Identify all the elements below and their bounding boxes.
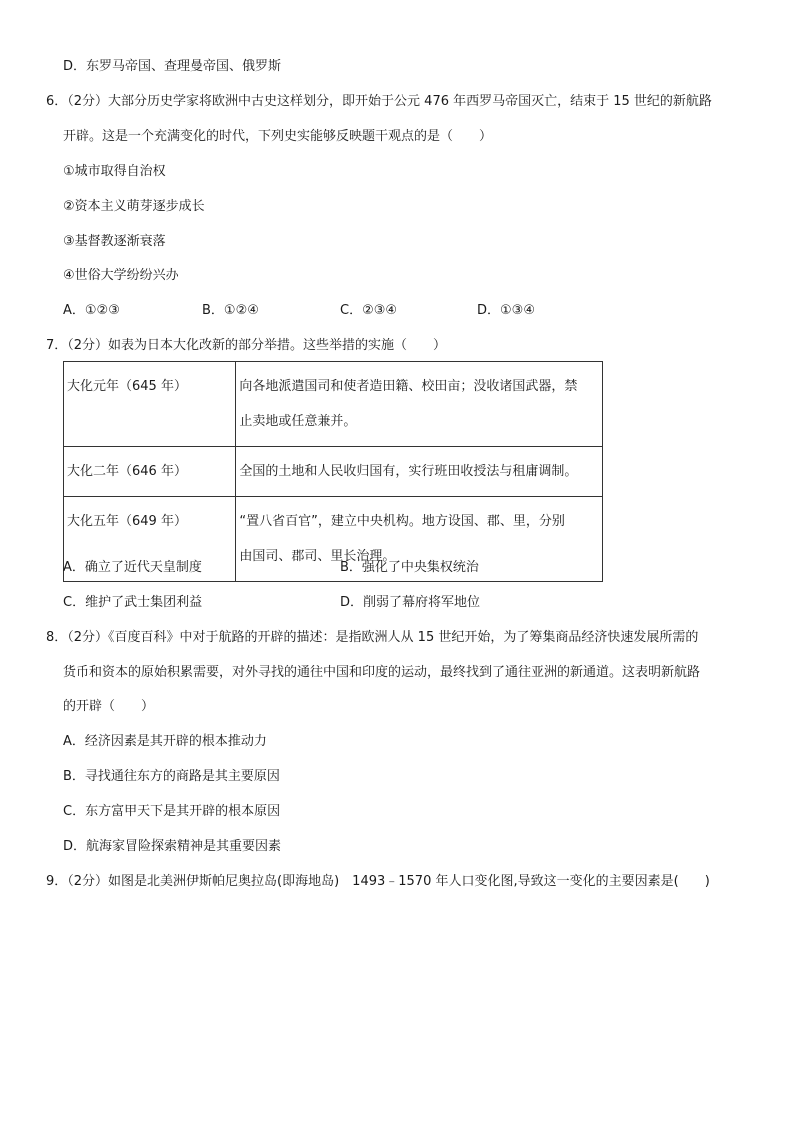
q6-item-4: ④世俗大学纷纷兴办 (63, 268, 179, 283)
measure-line: 向各地派遣国司和使者造田籍、校田亩；没收诸国武器，禁 (239, 379, 578, 394)
q5-option-d: D．东罗马帝国、查理曼帝国、俄罗斯 (63, 59, 282, 74)
q6-option-d[interactable]: D．①③④ (477, 303, 535, 318)
table-cell-year: 大化二年（646 年） (64, 447, 236, 497)
table-row (64, 447, 603, 497)
q8-option-b[interactable]: B．寻找通往东方的商路是其主要原因 (63, 769, 280, 784)
q6-option-a[interactable]: A．①②③ (63, 303, 120, 318)
measure-line: 全国的土地和人民收归国有，实行班田收授法与租庸调制。 (239, 464, 578, 479)
q6-item-3: ③基督教逐渐衰落 (63, 234, 166, 249)
q7-stem: 7．（2分）如表为日本大化改新的部分举措。这些举措的实施（ ） (46, 338, 447, 353)
table-row (64, 362, 603, 447)
q6-stem-line-1: 6．（2分）大部分历史学家将欧洲中古史这样划分，即开始于公元 476 年西罗马帝国灭亡，结束于 15 世纪的新航路 (46, 94, 712, 109)
q8-stem-line-2: 货币和资本的原始积累需要，对外寻找的通往中国和印度的运动，最终找到了通往亚洲的新通道。这表明新航路 (63, 665, 701, 680)
q6-option-c[interactable]: C．②③④ (340, 303, 398, 318)
reform-table (63, 361, 603, 582)
q6-option-b[interactable]: B．①②④ (202, 303, 259, 318)
q6-item-1: ①城市取得自治权 (63, 164, 166, 179)
table-cell-measure (236, 362, 603, 447)
measure-line: 由国司、郡司、里长治理。 (239, 549, 396, 564)
q8-stem-line-1: 8．（2分）《百度百科》中对于航路的开辟的描述：是指欧洲人从 15 世纪开始，为了筹集商品经济快速发展所需的 (46, 630, 699, 645)
measure-line: 止卖地或任意兼并。 (239, 414, 357, 429)
table-cell-year: 大化元年（645 年） (64, 362, 236, 447)
q8-stem-line-3: 的开辟（ ） (63, 699, 155, 714)
q7-option-c[interactable]: C．维护了武士集团利益 (63, 595, 203, 610)
q8-option-a[interactable]: A．经济因素是其开辟的根本推动力 (63, 734, 267, 749)
q7-option-a[interactable]: A．确立了近代天皇制度 (63, 560, 202, 575)
table-cell-year: 大化五年（649 年） (64, 497, 236, 582)
q8-option-d[interactable]: D．航海家冒险探索精神是其重要因素 (63, 839, 282, 854)
q7-option-d[interactable]: D．削弱了幕府将军地位 (340, 595, 481, 610)
q8-option-c[interactable]: C．东方富甲天下是其开辟的根本原因 (63, 804, 281, 819)
q6-stem-line-2: 开辟。这是一个充满变化的时代，下列史实能够反映题干观点的是（ ） (63, 129, 493, 144)
q6-item-2: ②资本主义萌芽逐步成长 (63, 199, 205, 214)
table-cell-measure (236, 447, 603, 497)
q7-option-b[interactable]: B．强化了中央集权统治 (340, 560, 479, 575)
q9-stem: 9．（2分）如图是北美洲伊斯帕尼奥拉岛(即海地岛) 1493﹣1570 年人口变化图,导致这一变化的主要因素是( ) (46, 874, 710, 889)
measure-line: “置八省百官”，建立中央机构。地方设国、郡、里，分别 (239, 514, 565, 529)
